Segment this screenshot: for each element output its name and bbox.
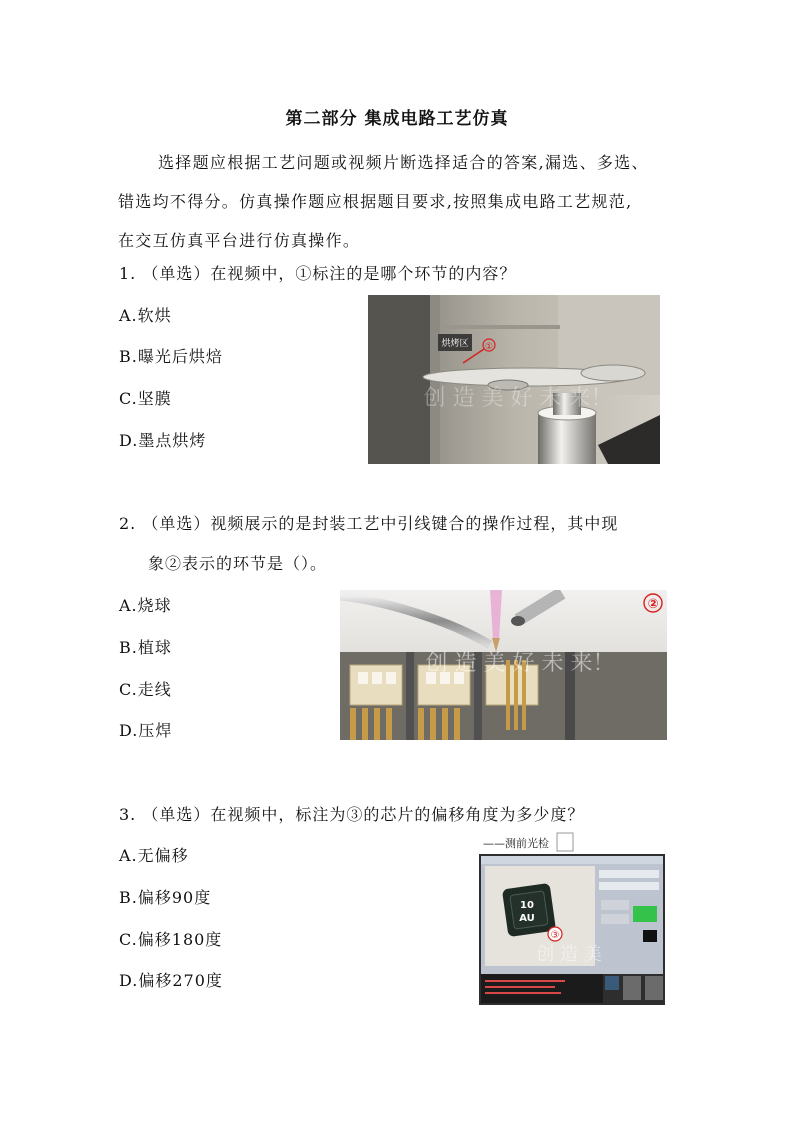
question-1-video-still xyxy=(368,295,660,464)
q3-chip-line-1: 10 xyxy=(520,900,534,911)
question-2-stem-line-1: 2. （单选）视频展示的是封装工艺中引线键合的操作过程，其中现 xyxy=(119,514,619,533)
instructions-line-2: 错选均不得分。仿真操作题应根据题目要求,按照集成电路工艺规范, xyxy=(118,192,633,211)
question-2-stem-line-2: 象②表示的环节是（）。 xyxy=(148,554,328,573)
q1-sign-label: 烘烤区 xyxy=(441,339,469,349)
section-title: 第二部分 集成电路工艺仿真 xyxy=(285,109,509,129)
question-1-option-c[interactable]: C.坚膜 xyxy=(119,389,172,408)
question-3-option-d[interactable]: D.偏移270度 xyxy=(119,971,223,990)
q3-header-text: ——测前光检 xyxy=(483,837,549,850)
question-2-video-still xyxy=(340,590,667,740)
question-2-option-d[interactable]: D.压焊 xyxy=(119,721,173,740)
q3-watermark: 创 造 美 xyxy=(536,944,602,965)
question-3-option-a[interactable]: A.无偏移 xyxy=(119,846,189,865)
question-1-stem: 1. （单选）在视频中，①标注的是哪个环节的内容？ xyxy=(119,264,517,283)
q2-marker: ② xyxy=(647,597,659,612)
question-3-stem: 3. （单选）在视频中，标注为③的芯片的偏移角度为多少度？ xyxy=(119,805,585,824)
instructions-line-1: 选择题应根据工艺问题或视频片断选择适合的答案,漏选、多选、 xyxy=(158,153,649,172)
question-3-option-b[interactable]: B.偏移90度 xyxy=(119,888,212,907)
question-1-option-d[interactable]: D.墨点烘烤 xyxy=(119,431,207,450)
question-2-option-c[interactable]: C.走线 xyxy=(119,680,172,699)
instructions-paragraph xyxy=(118,143,678,260)
question-2-option-b[interactable]: B.植球 xyxy=(119,638,172,657)
instructions-line-3: 在交互仿真平台进行仿真操作。 xyxy=(118,231,361,250)
question-3-video-still xyxy=(479,830,665,1005)
question-1-option-b[interactable]: B.曝光后烘焙 xyxy=(119,347,223,366)
q1-watermark: 创 造 美 好 未 来！ xyxy=(423,386,613,411)
q1-marker: ① xyxy=(484,342,494,352)
question-1-option-a[interactable]: A.软烘 xyxy=(119,306,172,325)
q3-chip-line-2: AU xyxy=(519,913,535,924)
question-2-option-a[interactable]: A.烧球 xyxy=(119,596,172,615)
question-3-option-c[interactable]: C.偏移180度 xyxy=(119,930,223,949)
q3-marker: ③ xyxy=(550,930,560,941)
q2-watermark: 创 造 美 好 未 来！ xyxy=(425,651,615,676)
